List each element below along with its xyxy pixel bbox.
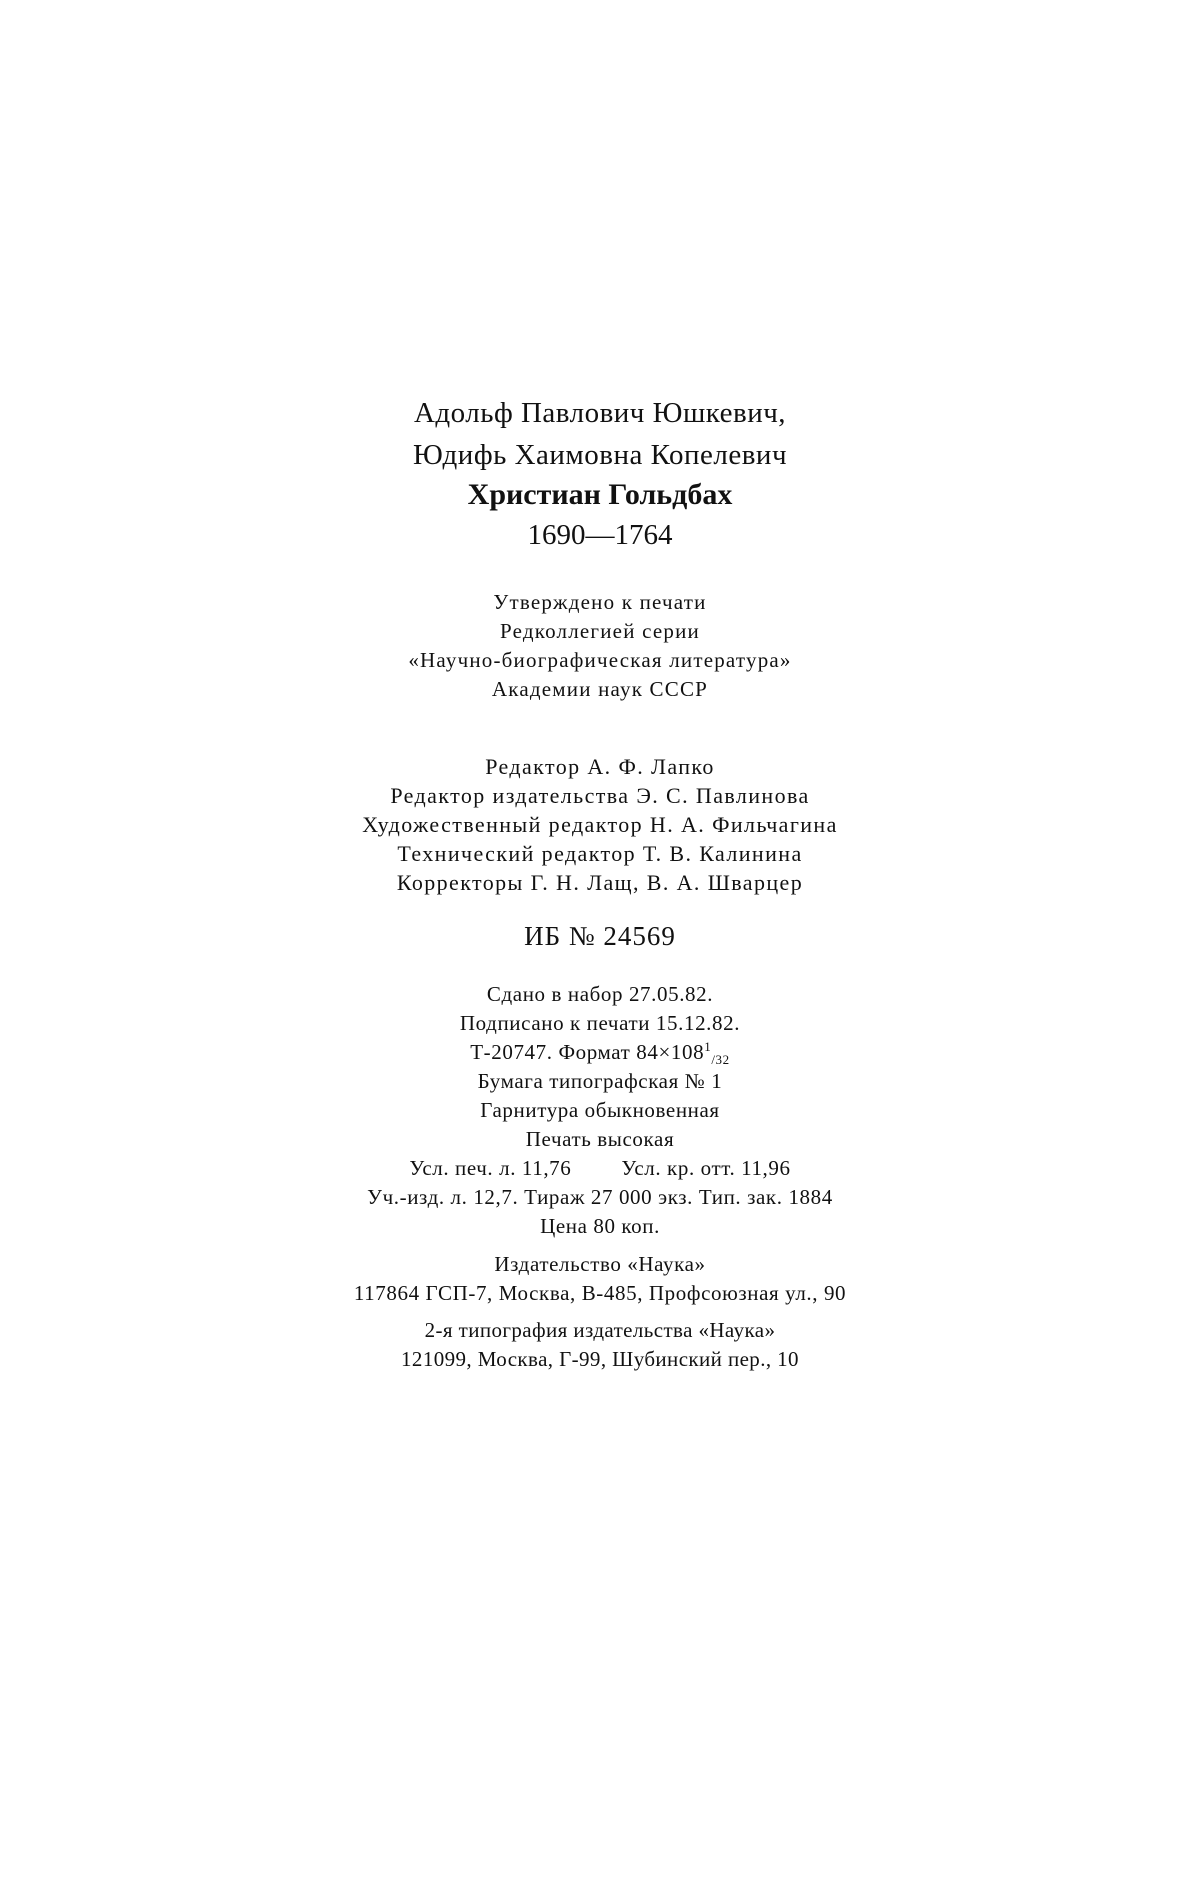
color-sheets: Усл. кр. отт. 11,96 (621, 1156, 791, 1180)
publisher-address: 117864 ГСП-7, Москва, В-485, Профсоюзная ул., 90 (353, 1281, 847, 1305)
editor-line: Корректоры Г. Н. Лащ, В. А. Шварцер (396, 870, 804, 895)
editor-line: Редактор А. Ф. Лапко (485, 754, 715, 779)
typeface: Гарнитура обыкновенная (480, 1098, 720, 1122)
price: Цена 80 коп. (540, 1214, 660, 1238)
approval-line: Утверждено к печати (493, 590, 707, 614)
author-1: Адольф Павлович Юшкевич, (413, 397, 787, 429)
editor-line: Технический редактор Т. В. Калинина (397, 841, 803, 866)
circulation-line: Уч.-изд. л. 12,7. Тираж 27 000 экз. Тип. зак. 1884 (367, 1185, 833, 1209)
sheets-line (0, 1154, 1200, 1183)
format-fraction-numerator: 1 (704, 1039, 712, 1054)
author-2: Юдифь Хаимовна Копелевич (412, 439, 788, 471)
approval-line: Редколлегией серии (500, 619, 700, 643)
printing-method: Печать высокая (525, 1127, 675, 1151)
editors-block (0, 752, 1200, 897)
print-sheets: Усл. печ. л. 11,76 (409, 1156, 572, 1180)
printer-name: 2-я типография издательства «Наука» (424, 1318, 776, 1342)
ib-number: ИБ № 24569 (524, 921, 676, 951)
paper-type: Бумага типографская № 1 (477, 1069, 723, 1093)
approval-line: «Научно-биографическая литература» (408, 648, 792, 672)
format-fraction-denominator: /32 (711, 1052, 730, 1068)
editor-line: Редактор издательства Э. С. Павлинова (390, 783, 810, 808)
format-text: Т-20747. Формат 84×108 (470, 1040, 705, 1064)
book-title: Христиан Гольдбах (467, 478, 733, 511)
print-details-block (0, 980, 1200, 1241)
printer-block (0, 1316, 1200, 1374)
publisher-block (0, 1250, 1200, 1308)
authors-block (0, 392, 1200, 476)
publisher-name: Издательство «Наука» (494, 1252, 706, 1276)
printer-address: 121099, Москва, Г-99, Шубинский пер., 10 (401, 1347, 799, 1371)
editor-line: Художественный редактор Н. А. Фильчагина (362, 812, 838, 837)
format-line (0, 1038, 1200, 1067)
life-years: 1690—1764 (527, 519, 673, 551)
signed-date: Подписано к печати 15.12.82. (459, 1011, 741, 1035)
approval-block (0, 588, 1200, 704)
approval-line: Академии наук СССР (491, 677, 709, 701)
submitted-date: Сдано в набор 27.05.82. (486, 982, 714, 1006)
